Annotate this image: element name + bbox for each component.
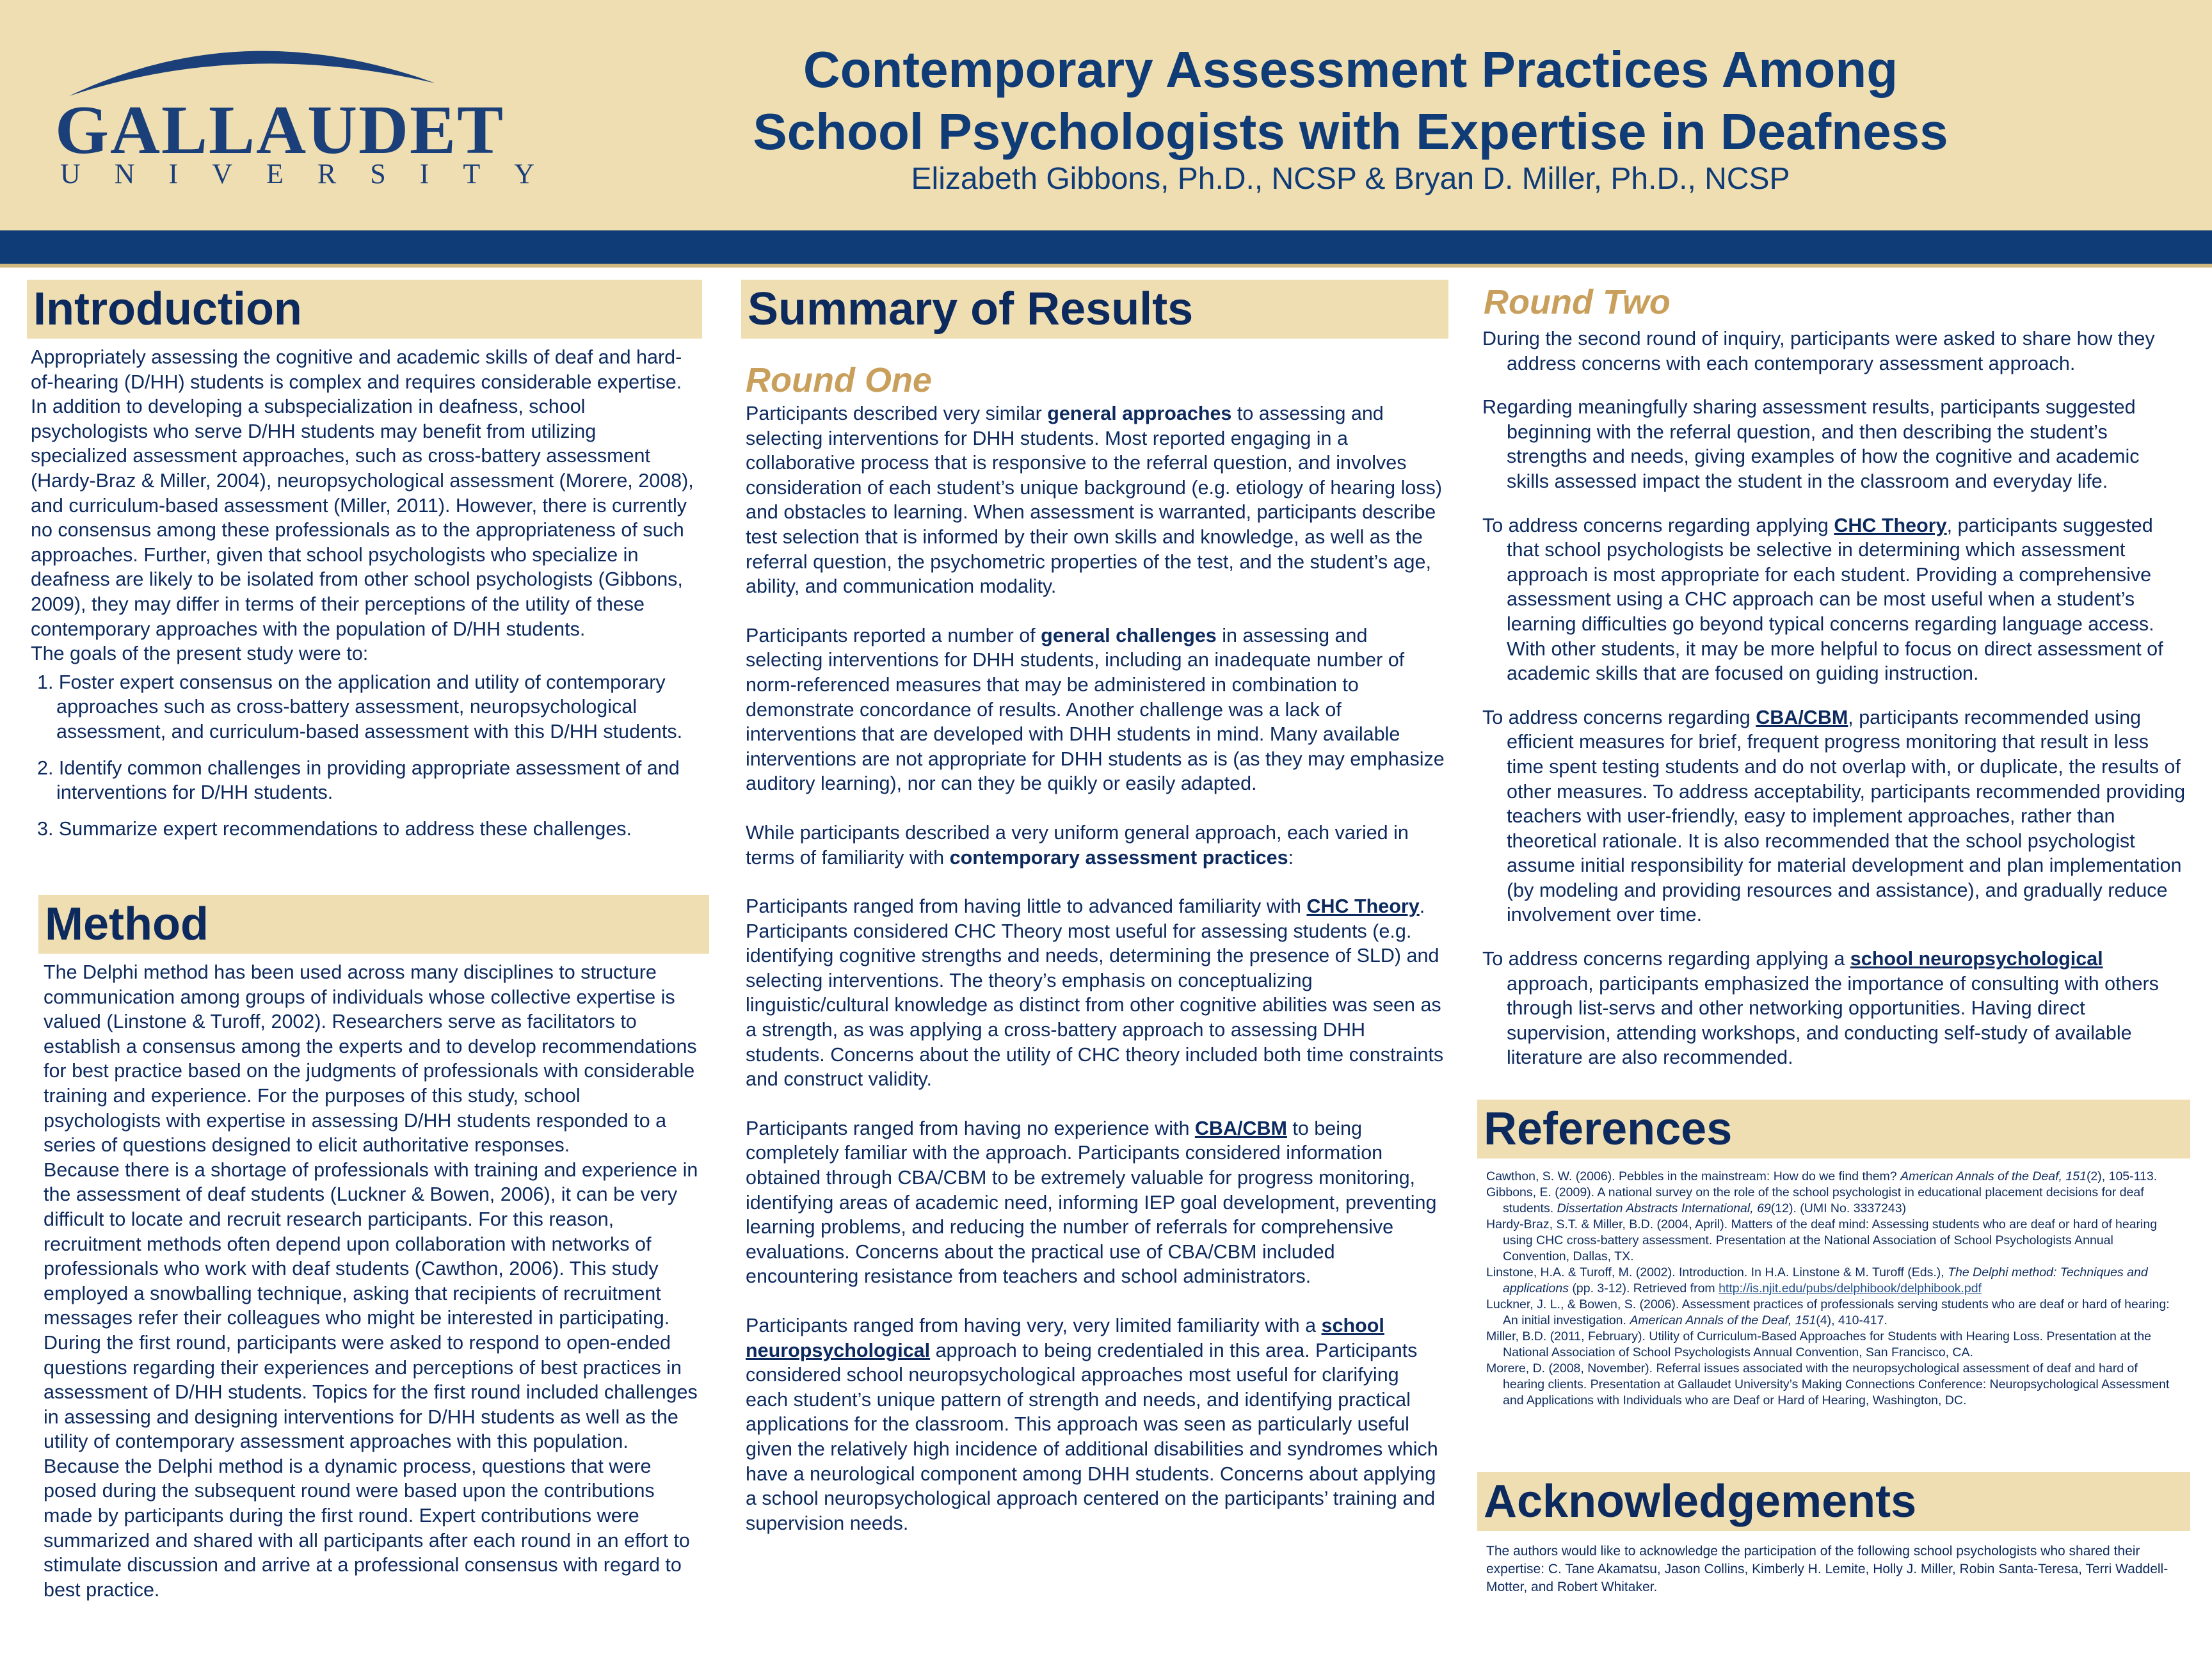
- results-paragraph: Participants ranged from having no experience with CBA/CBM to being completely familiar with the approach. Participants considered information obtained through CBA/CBM to be extremely valuable for progress monitoring, identifying areas of academic need, informing IEP goal development, preventing learning problems, and reducing the number of referrals for comprehensive evaluations. Concerns about the practical use of CBA/CBM included encountering resistance from teachers and school administrators.: [746, 1117, 1437, 1288]
- authors: Elizabeth Gibbons, Ph.D., NCSP & Bryan D. Miller, Ph.D., NCSP: [911, 162, 1790, 196]
- header-band: [0, 230, 2212, 264]
- reference-item: Luckner, J. L., & Bowen, S. (2006). Assessment practices of professionals serving students who are deaf or hard of hearing: An initial investigation. American Annals of the Deaf, 151(4), 410-417.: [1486, 1297, 2170, 1327]
- goals-intro: The goals of the present study were to:: [31, 643, 369, 665]
- round-one-heading: Round One: [746, 361, 932, 399]
- introduction-body: [31, 345, 696, 853]
- method-body: [44, 960, 703, 1602]
- references-list: [1486, 1169, 2177, 1409]
- summary-heading: Summary of Results: [741, 280, 1448, 339]
- title-line-1: Contemporary Assessment Practices Among: [803, 41, 1898, 98]
- references-heading: References: [1477, 1100, 2190, 1158]
- results-paragraph: Participants reported a number of general challenges in assessing and selecting interventions for DHH students, including an inadequate number of norm-referenced measures that may be administered in combination to demonstrate concordance of results. Another challenge was a lack of interventions that are developed with DHH students in mind. Many available interventions are not appropriate for DHH students as is (as they may emphasize auditory learning), nor can they be quikly or easily adapted.: [746, 624, 1445, 795]
- round-two-paragraph: Regarding meaningfully sharing assessment results, participants suggested beginning with the referral question, and then describing the student’s strengths and needs, giving examples of how the cognitive and academic skills assessed impact the student in the classroom and everyday life.: [1482, 396, 2140, 492]
- reference-item: Miller, B.D. (2011, February). Utility of Curriculum-Based Approaches for Students with Hearing Loss. Presentation at the National Association of School Psychologists Annual Convention, San Francisco, CA.: [1486, 1329, 2152, 1359]
- method-paragraph: The Delphi method has been used across many disciplines to structure communication among groups of individuals whose collective expertise is valued (Linstone & Turoff, 2002). Researchers serve as facilitators to establish a consensus among the experts and to develop recommendations for best practice based on the judgments of professionals with considerable training and experience. For the purposes of this study, school psychologists with expertise in assessing D/HH students responded to a series of questions designed to elicit authoritative responses.: [44, 961, 697, 1157]
- acknowledgements-heading: Acknowledgements: [1477, 1472, 2190, 1531]
- header-band-accent: [0, 264, 2212, 268]
- reference-item: Hardy-Braz, S.T. & Miller, B.D. (2004, April). Matters of the deaf mind: Assessing students who are deaf or hard of hearing using CHC cross-battery assessment. Presentation at the National Association of School Psychologists Annual Convention, Dallas, TX.: [1486, 1217, 2158, 1263]
- logo-wordmark: GALLAUDET: [55, 92, 505, 168]
- method-heading: Method: [38, 895, 709, 954]
- round-two-paragraph: To address concerns regarding CBA/CBM, participants recommended using efficient measures for brief, frequent progress monitoring that result in less time spent testing students and do not overlap with, or duplicate, the results of other measures. To address acceptability, participants recommended providing teachers with user-friendly, easy to implement approaches, rather than theoretical rationale. It is also recommended that the school psychologist assume initial responsibility for material development and plan implementation (by modeling and providing resources and assistance), and gradually reduce involvement over time.: [1482, 706, 2186, 926]
- round-two-paragraph: During the second round of inquiry, participants were asked to share how they address concerns with each contemporary assessment approach.: [1482, 328, 2155, 374]
- results-paragraph: While participants described a very uniform general approach, each varied in terms of familiarity with contemporary assessment practices:: [746, 821, 1409, 869]
- reference-item: Morere, D. (2008, November). Referral issues associated with the neuropsychological assessment of deaf and hard of hearing clients. Presentation at Gallaudet University’s Making Connections Conference: Neuropsychological Assessment and Applications with Individuals who are Deaf or Hard of Hearing, Washington, DC.: [1486, 1361, 2170, 1407]
- poster-title: [678, 38, 2023, 163]
- round-two-paragraph: To address concerns regarding applying CHC Theory, participants suggested that school psychologists be selective in determining which assessment approach is most appropriate for each student. Providing a comprehensive assessment using a CHC approach can be most useful when a student’s learning difficulties go beyond typical concerns regarding language access. With other students, it may be more helpful to focus on direct assessment of academic skills that are focused on guiding instruction.: [1482, 514, 2163, 685]
- round-one-body: [746, 401, 1447, 1535]
- round-two-paragraph: To address concerns regarding applying a school neuropsychological approach, participants emphasized the importance of consulting with others through list-servs and other networking opportunities. Having direct supervision, attending workshops, and conducting self-study of available literature are also recommended.: [1482, 948, 2159, 1069]
- method-paragraph: Because there is a shortage of professionals with training and experience in the assessment of deaf students (Luckner & Bowen, 2006), it can be very difficult to locate and recruit research participants. For this reason, recruitment methods often depend upon collaboration with networks of professionals who work with deaf students (Cawthon, 2006). This study employed a snowballing technique, asking that recipients of recruitment messages refer their colleagues who might be interested in participating.: [44, 1158, 698, 1329]
- round-two-body: [1482, 326, 2186, 1070]
- goal-item: 1. Foster expert consensus on the application and utility of contemporary approaches such as cross-battery assessment, neuropsychological assessment, and curriculum-based assessment with this D/HH students.: [37, 671, 683, 742]
- title-line-2: School Psychologists with Expertise in Deafness: [753, 103, 1948, 160]
- acknowledgements-text: The authors would like to acknowledge the participation of the following school psychologists who shared their expertise: C. Tane Akamatsu, Jason Collins, Kimberly H. Lemite, Holly J. Miller, Robin Santa-Teresa, Terri Waddell-Motter, and Robert Whitaker.: [1486, 1544, 2168, 1594]
- results-paragraph: Participants ranged from having very, very limited familiarity with a school neuropsychological approach to being credentialed in this area. Participants considered school neuropsychological approaches most useful for clarifying each student’s unique pattern of strength and needs, and identifying practical applications for the classroom. This approach was seen as particularly useful given the relatively high incidence of additional disabilities and syndromes which have a neurological component among DHH students. Concerns about applying a school neuropsychological approach centered on the participants’ training and supervision needs.: [746, 1315, 1438, 1534]
- reference-item: Linstone, H.A. & Turoff, M. (2002). Introduction. In H.A. Linstone & M. Turoff (Eds.), The Delphi method: Techniques and applications (pp. 3-12). Retrieved from http://is.njit.edu/pubs/delphibook/delphibook.pdf: [1486, 1265, 2148, 1295]
- results-paragraph: Participants ranged from having little to advanced familiarity with CHC Theory. Participants considered CHC Theory most useful for assessing students (e.g. identifying cognitive strengths and needs, determining the presence of SLD) and selecting interventions. The theory’s emphasis on conceptualizing linguistic/cultural knowledge as distinct from other cognitive abilities was seen as a strength, as was applying a cross-battery approach to assessing DHH students. Concerns about the utility of CHC theory included both time constraints and construct validity.: [746, 895, 1444, 1091]
- logo-subtitle: UNIVERSITY: [60, 158, 568, 189]
- introduction-paragraph: Appropriately assessing the cognitive and academic skills of deaf and hard-of-hearing (D/HH) students is complex and requires considerable expertise. In addition to developing a subspecialization in deafness, school psychologists who serve D/HH students may benefit from utilizing specialized assessment approaches, such as cross-battery assessment (Hardy-Braz & Miller, 2004), neuropsychological assessment (Morere, 2008), and curriculum-based assessment (Miller, 2011). However, there is currently no consensus among these professionals as to the appropriateness of such approaches. Further, given that school psychologists who specialize in deafness are likely to be isolated from other school psychologists (Gibbons, 2009), they may differ in terms of their perceptions of the utility of these contemporary approaches with the population of D/HH students.: [31, 346, 694, 640]
- reference-item: Cawthon, S. W. (2006). Pebbles in the mainstream: How do we find them? American Annals of the Deaf, 151(2), 105-113.: [1486, 1169, 2158, 1183]
- round-two-heading: Round Two: [1484, 283, 1671, 321]
- reference-item: Gibbons, E. (2009). A national survey on the role of the school psychologist in educational placement decisions for deaf students. Dissertation Abstracts International, 69(12). (UMI No. 3337243): [1486, 1185, 2144, 1215]
- reference-link[interactable]: http://is.njit.edu/pubs/delphibook/delphibook.pdf: [1719, 1281, 1982, 1295]
- method-paragraph: During the first round, participants were asked to respond to open-ended questions regarding their experiences and perceptions of best practices in assessment of D/HH students. Topics for the first round included challenges in assessing and designing interventions for D/HH students as well as the utility of contemporary assessment approaches with this population. Because the Delphi method is a dynamic process, questions that were posed during the subsequent round were based upon the contributions made by participants during the first round. Expert contributions were summarized and shared with all participants after each round in an effort to stimulate discussion and arrive at a professional consensus with regard to best practice.: [44, 1331, 698, 1601]
- university-logo: [51, 32, 568, 198]
- introduction-heading: Introduction: [27, 280, 702, 339]
- results-paragraph: Participants described very similar general approaches to assessing and selecting interventions for DHH students. Most reported engaging in a collaborative process that is responsive to the referral question, and involves consideration of each student’s unique background (e.g. etiology of hearing loss) and obstacles to learning. When assessment is warranted, participants describe test selection that is informed by their own skills and knowledge, as well as the referral question, the psychometric properties of the test, and the student’s age, ability, and communication modality.: [746, 403, 1442, 598]
- goal-item: 2. Identify common challenges in providing appropriate assessment of and interventions for D/HH students.: [37, 757, 680, 804]
- goal-item: 3. Summarize expert recommendations to address these challenges.: [37, 817, 632, 840]
